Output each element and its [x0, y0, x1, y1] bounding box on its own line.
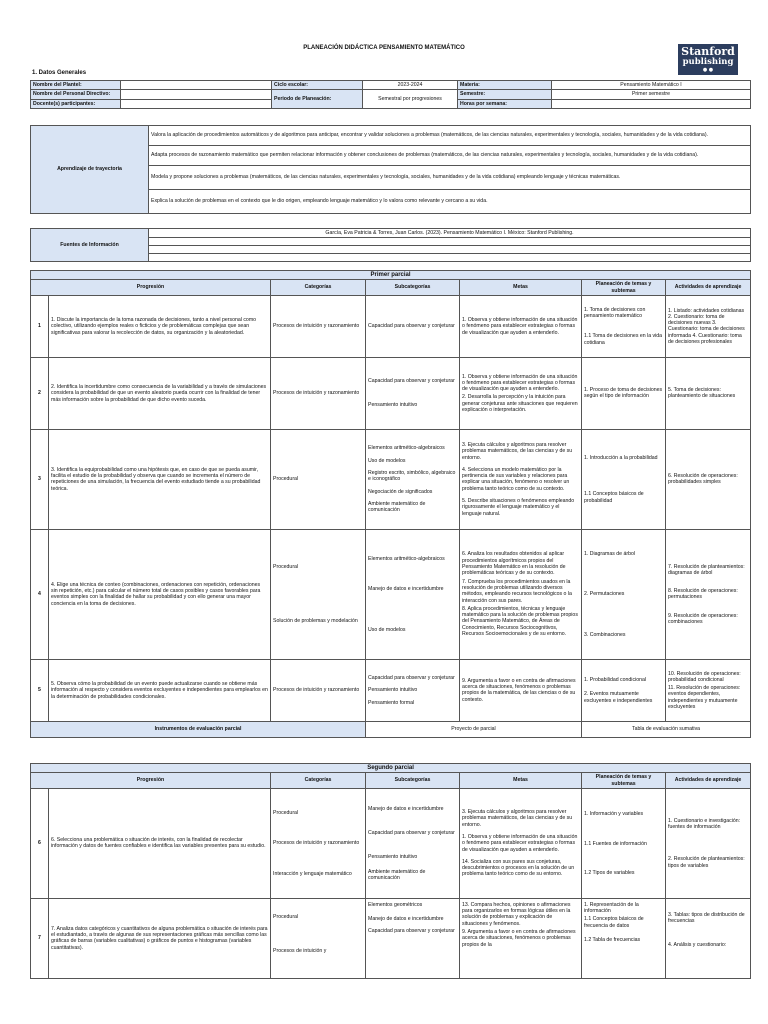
- header-planeacion: Planeación de temas y subtemas: [582, 280, 666, 296]
- actividad-item: 8. Resolución de operaciones: permutaciones: [668, 588, 738, 601]
- aprendizaje-table: [30, 125, 751, 214]
- primer-parcial-title: Primer parcial: [31, 271, 751, 280]
- meta-item: 5. Describe situaciones o fenómenos empleando rigurosamente el lenguaje matemático y el lenguaje natural.: [462, 497, 575, 517]
- materia-value: Pensamiento Matemático I: [552, 81, 751, 90]
- aprendizaje-item: Adapta procesos de razonamiento matemático que permiten relacionar información y obtener conclusiones de problemas (matemáticos, de las ciencias naturales, experimentales y tecnología, sociales, humanidades y de la vida cotidiana).: [149, 146, 751, 166]
- planeacion-item: 1. Introducción a la probabilidad: [584, 454, 658, 461]
- logo-dots-icon: ● ●: [702, 67, 714, 73]
- evaluacion-label: Instrumentos de evaluación parcial: [31, 721, 366, 737]
- metas-text: 1. Observa y obtiene información de una situación o fenómeno para establecer estrategias o formas de visualización que ayuden a entenderlo.: [460, 295, 582, 357]
- planeacion-item: 1.1 Conceptos básicos de frecuencia de datos: [584, 916, 644, 929]
- aprendizaje-item: Explica la solución de problemas en el contexto que le dio origen, empleando lenguaje matemático y lo valora como relevante y cercano a su vida.: [149, 190, 751, 214]
- evaluacion-instrumento: Proyecto de parcial: [366, 721, 582, 737]
- subcategorias-cell: [366, 898, 460, 978]
- planeacion-cell: [582, 295, 666, 357]
- subcategoria-item: Capacidad para observar y conjeturar: [368, 829, 455, 836]
- header-planeacion: Planeación de temas y subtemas: [582, 773, 666, 789]
- row-number: 2: [31, 357, 49, 429]
- categorias-text: Procesos de intuición y razonamiento: [271, 659, 366, 721]
- table-row: [31, 659, 751, 721]
- subcategoria-item: Uso de modelos: [368, 457, 406, 464]
- planeacion-item: 3. Combinaciones: [584, 631, 626, 638]
- aprendizaje-item: Valora la aplicación de procedimientos automáticos y de algoritmos para anticipar, encontrar y validar soluciones a problemas (matemáticos, de las ciencias naturales, experimentales y tecnología, sociales, humanidades y de la vida cotidiana).: [149, 126, 751, 146]
- planeacion-item: 1. Información y variables: [584, 810, 644, 817]
- progresion-text: 7. Analiza datos categóricos y cuantitativos de alguna problemática o situación de interés para el estudiantado, a través de algunas de sus representaciones gráficas más sencillas como las gráficas de barras (variables cualitativas) o gráficos de puntos e histogramas (variables cuantitativas).: [49, 898, 271, 978]
- categorias-cell: [271, 788, 366, 898]
- metas-cell: [460, 788, 582, 898]
- section-title: 1. Datos Generales: [32, 70, 87, 76]
- actividad-item: 7. Resolución de planteamientos: diagramas de árbol: [668, 563, 745, 576]
- fuente-item-empty[interactable]: [149, 246, 751, 254]
- actividades-cell: [666, 788, 751, 898]
- subcategorias-cell: [366, 429, 460, 529]
- meta-item: 3. Ejecuta cálculos y algoritmos para resolver problemas matemáticos, de las ciencias y de su entorno.: [462, 441, 573, 461]
- subcategorias-cell: [366, 788, 460, 898]
- header-metas: Metas: [460, 773, 582, 789]
- table-row: [31, 295, 751, 357]
- metas-cell: [460, 898, 582, 978]
- table-row: [31, 529, 751, 659]
- row-number: 7: [31, 898, 49, 978]
- header-metas: Metas: [460, 280, 582, 296]
- planeacion-item: 1.1 Toma de decisiones en la vida cotidiana: [584, 333, 663, 346]
- progresion-text: 1. Discute la importancia de la toma razonada de decisiones, tanto a nivel personal como colectivo, utilizando ejemplos reales o ficticios y de problemáticas complejas que sean significativas para valorar la recolección de datos, su organización y la aleatoriedad.: [49, 295, 271, 357]
- planeacion-item: 1. Diagramas de árbol: [584, 550, 636, 557]
- fuentes-label: Fuentes de Información: [31, 229, 149, 262]
- subcategoria-item: Pensamiento intuitivo: [368, 402, 418, 409]
- header-actividades: Actividades de aprendizaje: [666, 773, 751, 789]
- metas-cell: [460, 357, 582, 429]
- categoria-item: Interacción y lenguaje matemático: [273, 870, 352, 877]
- subcategoria-item: Pensamiento formal: [368, 699, 415, 706]
- general-data-table: [30, 80, 751, 109]
- planeacion-item: 1.2 Tipos de variables: [584, 869, 635, 876]
- materia-label: Materia:: [458, 81, 552, 90]
- meta-item: 7. Comprueba los procedimientos usados en la resolución de problemas utilizando diversos métodos, empleando recursos tecnológicos o la interacción con sus pares.: [462, 578, 572, 604]
- fuente-item-empty[interactable]: [149, 238, 751, 246]
- metas-cell: [460, 529, 582, 659]
- header-progresion: Progresión: [31, 773, 271, 789]
- categoria-item: Procesos de intuición y razonamiento: [273, 840, 360, 847]
- table-row: [31, 788, 751, 898]
- actividades-text: 6. Resolución de operaciones: probabilidades simples: [666, 429, 751, 529]
- actividad-item: 10. Resolución de operaciones: probabilidad condicional: [668, 670, 741, 683]
- subcategoria-item: Uso de modelos: [368, 626, 406, 633]
- primer-parcial-table: [30, 270, 751, 738]
- actividad-item: 4. Análisis y cuestionario:: [668, 942, 727, 949]
- subcategoria-item: Manejo de datos e incertidumbre: [368, 805, 444, 812]
- meta-item: 1. Observa y obtiene información de una situación o fenómeno para establecer estrategias o formas de visualización que ayuden a entenderlo.: [462, 833, 578, 853]
- subcategorias-text: Capacidad para observar y conjeturar: [366, 295, 460, 357]
- ciclo-value: 2023-2024: [363, 81, 458, 90]
- plantel-value[interactable]: [121, 81, 272, 90]
- document-title: PLANEACIÓN DIDÁCTICA PENSAMIENTO MATEMÁTICO: [303, 45, 465, 51]
- subcategoria-item: Capacidad para observar y conjeturar: [368, 928, 455, 935]
- semestre-label: Semestre:: [458, 90, 552, 99]
- subcategoria-item: Capacidad para observar y conjeturar: [368, 378, 455, 385]
- progresion-text: 4. Elige una técnica de conteo (combinaciones, ordenaciones con repetición, ordenaciones sin repetición, etc.) para calcular el número total de casos posibles y casos favorables para eventos simples con la finalidad de hallar su probabilidad y con ello generar una mayor conciencia en la toma de decisiones.: [49, 529, 271, 659]
- meta-item: 2. Desarrolla la percepción y la intuición para generar conjeturas ante situaciones que requieren explicación o interpretación.: [462, 394, 578, 413]
- progresion-text: 5. Observa cómo la probabilidad de un evento puede actualizarse cuando se obtiene más información al respecto y considera eventos excluyentes e independientes para emplearlos en la determinación de probabilidades condicionales.: [49, 659, 271, 721]
- planeacion-cell: [582, 659, 666, 721]
- stanford-publishing-logo: Stanford publishing ● ●: [678, 44, 738, 75]
- header-categorias: Categorías: [271, 280, 366, 296]
- planeacion-item: 1.2 Tabla de frecuencias: [584, 937, 641, 944]
- ciclo-label: Ciclo escolar:: [272, 81, 363, 90]
- planeacion-item: 1. Probabilidad condicional: [584, 676, 647, 683]
- directivo-value[interactable]: [121, 90, 272, 99]
- docentes-value[interactable]: [121, 99, 272, 108]
- actividad-item: 11. Resolución de operaciones: eventos dependientes, independientes y mutuamente excluyentes: [668, 685, 741, 710]
- categoria-item: Procedural: [273, 913, 299, 920]
- planeacion-cell: [582, 788, 666, 898]
- table-row: [31, 429, 751, 529]
- evaluacion-row: [31, 721, 751, 737]
- metas-text: 9. Argumenta a favor o en contra de afirmaciones acerca de situaciones, fenómenos o problemas propios de la matemática, de las ciencias o de su contexto.: [460, 659, 582, 721]
- actividades-cell: [666, 898, 751, 978]
- categoria-item: Procesos de intuición y: [273, 948, 327, 955]
- categorias-cell: [271, 898, 366, 978]
- categorias-text: Procesos de intuición y razonamiento: [271, 295, 366, 357]
- fuentes-table: [30, 228, 751, 262]
- horas-label: Horas por semana:: [458, 99, 552, 108]
- directivo-label: Nombre del Personal Directivo:: [31, 90, 121, 99]
- subcategoria-item: Registro escrito, simbólico, algebraico e iconográfico: [368, 469, 456, 483]
- aprendizaje-label: Aprendizaje de trayectoria: [31, 126, 149, 214]
- header-actividades: Actividades de aprendizaje: [666, 280, 751, 296]
- subcategoria-item: Ambiente matemático de comunicación: [368, 868, 426, 881]
- planeacion-item: 1.1 Conceptos básicos de probabilidad: [584, 491, 644, 504]
- table-row: [31, 898, 751, 978]
- planeacion-cell: [582, 429, 666, 529]
- subcategoria-item: Elementos aritmético-algebraicos: [368, 555, 445, 562]
- meta-item: 14. Socializa con sus pares sus conjeturas, descubrimientos o procesos en la solución de un problema tanto teórico como de su entorno.: [462, 858, 575, 878]
- subcategorias-cell: [366, 529, 460, 659]
- subcategoria-item: Elementos aritmético-algebraicos: [368, 445, 445, 452]
- subcategorias-cell: [366, 659, 460, 721]
- categoria-item: Solución de problemas y modelación: [273, 618, 358, 625]
- row-number: 4: [31, 529, 49, 659]
- planeacion-item: 1. Representación de la información: [584, 901, 639, 915]
- subcategoria-item: Manejo de datos e incertidumbre: [368, 916, 444, 923]
- planeacion-item: 2. Eventos mutuamente excluyentes e independientes: [584, 691, 653, 704]
- categorias-cell: [271, 529, 366, 659]
- aprendizaje-item: Modela y propone soluciones a problemas (matemáticos, de las ciencias naturales, experimentales y tecnología, sociales, humanidades y de la vida cotidiana) empleando lenguaje y técnicas matemáticas.: [149, 166, 751, 190]
- planeacion-item: 2. Permutaciones: [584, 591, 625, 598]
- actividades-text: 5. Toma de decisiones: planteamiento de situaciones: [666, 357, 751, 429]
- row-number: 3: [31, 429, 49, 529]
- periodo-label: Periodo de Planeación:: [272, 90, 363, 109]
- plantel-label: Nombre del Plantel:: [31, 81, 121, 90]
- row-number: 5: [31, 659, 49, 721]
- periodo-value: Semestral por progresiones: [363, 90, 458, 109]
- actividad-item: 2. Resolución de planteamientos: tipos de variables: [668, 856, 745, 869]
- meta-item: 1. Observa y obtiene información de una situación o fenómeno para establecer estrategias o formas de visualización que ayuden a entenderlo.: [462, 373, 578, 393]
- segundo-parcial-title: Segundo parcial: [31, 764, 751, 773]
- actividad-item: 9. Resolución de operaciones: combinaciones: [668, 612, 738, 625]
- meta-item: 13. Compara hechos, opiniones o afirmaciones para organizarlos en formas lógicas útiles en la solución de problemas y explicación de situaciones y fenómenos.: [462, 901, 571, 927]
- actividad-item: 3. Tablas: tipos de distribución de frecuencias: [668, 911, 745, 925]
- row-number: 1: [31, 295, 49, 357]
- planeacion-text: 1. Proceso de toma de decisiones según el tipo de información: [582, 357, 666, 429]
- subcategoria-item: Pensamiento intuitivo: [368, 687, 418, 694]
- segundo-parcial-table: [30, 763, 751, 979]
- progresion-text: 6. Selecciona una problemática o situación de interés, con la finalidad de recolectar información y datos de fuentes confiables e identifica las variables presentes para su estudio.: [49, 788, 271, 898]
- subcategoria-item: Negociación de significados: [368, 488, 433, 495]
- meta-item: 6. Analiza los resultados obtenidos al aplicar procedimientos algorítmicos propios del Pensamiento Matemático en la resolución de problemáticas teóricas y de su contexto.: [462, 551, 566, 577]
- row-number: 6: [31, 788, 49, 898]
- meta-item: 4. Selecciona un modelo matemático por la pertinencia de sus variables y relaciones para explicar una situación, fenómeno o resolver un problema tanto teórico como de su contexto.: [462, 466, 570, 492]
- meta-item: 9. Argumenta a favor o en contra de afirmaciones acerca de situaciones, fenómenos o problemas propios de la: [462, 929, 576, 948]
- header-progresion: Progresión: [31, 280, 271, 296]
- actividad-item: 1. Cuestionario e investigación: fuentes de información: [668, 817, 741, 831]
- categorias-text: Procesos de intuición y razonamiento: [271, 357, 366, 429]
- horas-value[interactable]: [552, 99, 751, 108]
- planeacion-cell: [582, 529, 666, 659]
- metas-cell: [460, 429, 582, 529]
- categoria-item: Procedural: [273, 809, 299, 816]
- meta-item: 3. Ejecuta cálculos y algoritmos para resolver problemas matemáticos, de las ciencias y de su entorno.: [462, 809, 573, 828]
- planeacion-item: 1.1 Fuentes de información: [584, 841, 647, 848]
- meta-item: 8. Aplica procedimientos, técnicas y lenguaje matemático para la solución de problemas propios del Pensamiento Matemático, de Áreas de Conocimiento, Recursos Sociocognitivos, Recursos Socioemocionales y de su entorno.: [462, 605, 578, 638]
- header-subcategorias: Subcategorías: [366, 280, 460, 296]
- fuente-item: García, Eva Patricia & Torres, Juan Carlos. (2023). Pensamiento Matemático I. México: Stanford Publishing.: [149, 229, 751, 238]
- table-row: [31, 357, 751, 429]
- progresion-text: 3. Identifica la equiprobabilidad como una hipótesis que, en caso de que se pueda asumir, facilita el estudio de la probabilidad y observa que cuando se incrementa el número de repeticiones de una simulación, la frecuencia del evento estudiado tiende a su probabilidad teórica.: [49, 429, 271, 529]
- actividades-cell: [666, 529, 751, 659]
- subcategoria-item: Ambiente matemático de comunicación: [368, 500, 426, 514]
- fuente-item-empty[interactable]: [149, 254, 751, 262]
- planeacion-cell: [582, 898, 666, 978]
- progresion-text: 2. Identifica la incertidumbre como consecuencia de la variabilidad y a través de simulaciones considera la probabilidad de que un evento aleatorio pueda ocurrir con la finalidad de tener más información sobre la probabilidad de que dicho evento suceda.: [49, 357, 271, 429]
- actividades-text: 1. Listado: actividades cotidianas 2. Cuestionario: toma de decisiones nuevas 3. Cuestionario: toma de decisiones informada 4. Cuestionario: toma de decisiones profesionales: [666, 295, 751, 357]
- docentes-label: Docente(s) participantes:: [31, 99, 121, 108]
- evaluacion-instrumento: Tabla de evaluación sumativa: [582, 721, 751, 737]
- subcategoria-item: Elementos geométricos: [368, 901, 423, 908]
- actividades-cell: [666, 659, 751, 721]
- header-subcategorias: Subcategorías: [366, 773, 460, 789]
- planeacion-item: 1. Toma de decisiones con pensamiento matemático: [584, 306, 646, 320]
- subcategorias-cell: [366, 357, 460, 429]
- header-categorias: Categorías: [271, 773, 366, 789]
- categoria-item: Procedural: [273, 564, 299, 571]
- subcategoria-item: Capacidad para observar y conjeturar: [368, 674, 455, 681]
- categorias-text: Procedural: [271, 429, 366, 529]
- subcategoria-item: Manejo de datos e incertidumbre: [368, 586, 444, 593]
- semestre-value: Primer semestre: [552, 90, 751, 99]
- subcategoria-item: Pensamiento intuitivo: [368, 854, 418, 861]
